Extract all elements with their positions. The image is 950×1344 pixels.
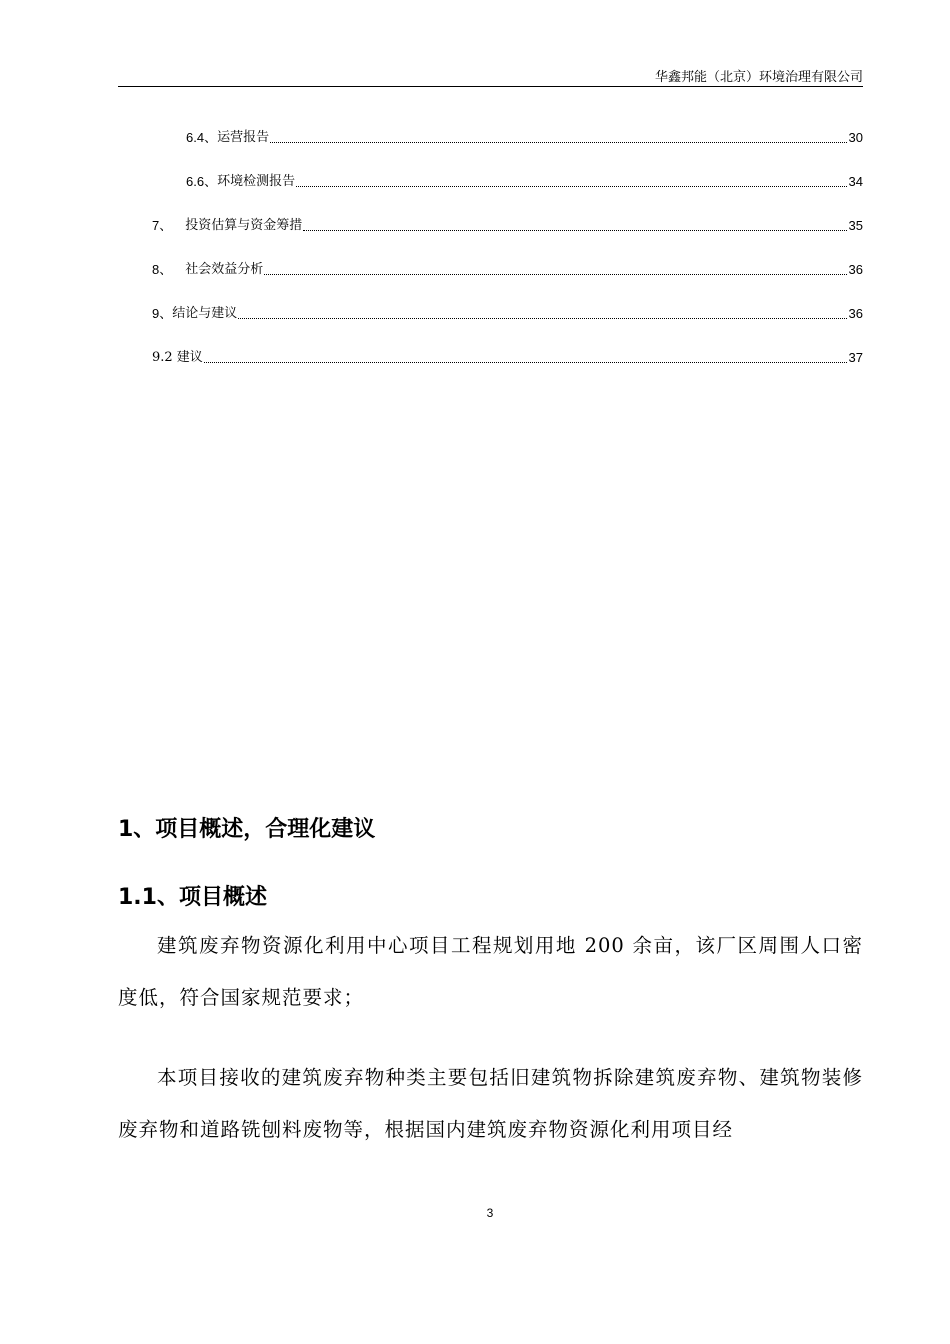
toc-entry-page: 34 [848,174,863,189]
toc-entry-title: 投资估算与资金筹措 [172,218,303,233]
toc-leader-dots [204,362,847,363]
toc-entry[interactable] [152,346,863,366]
toc-leader-dots [303,230,846,231]
body-paragraph: 建筑废弃物资源化利用中心项目工程规划用地 200 余亩，该厂区周围人口密度低，符合国家规范要求； [118,934,863,1009]
toc-entry[interactable] [186,126,863,146]
toc-leader-dots [296,186,846,187]
toc-entry-page: 35 [848,218,863,233]
page-header-company: 华鑫邦能（北京）环境治理有限公司 [654,70,863,85]
toc-entry-number: 6.4、 [186,130,218,145]
toc-entry-number: 8、 [152,262,173,277]
section-heading: 1、项目概述，合理化建议 [118,817,376,842]
toc-entry-title: 社会效益分析 [172,262,264,277]
toc-entry-page: 30 [848,130,863,145]
toc-leader-dots [270,142,846,143]
toc-entry-number: 6.6、 [186,174,218,189]
toc-entry-title: 运营报告 [217,130,270,145]
page-number: 3 [486,1206,494,1220]
toc-entry-title: 环境检测报告 [217,174,296,189]
toc-entry-page: 36 [848,306,863,321]
toc-leader-dots [264,274,846,275]
toc-leader-dots [238,318,846,319]
toc-entry[interactable] [152,258,863,278]
body-paragraph: 本项目接收的建筑废弃物种类主要包括旧建筑物拆除建筑废弃物、建筑物装修废弃物和道路铣刨料废物等，根据国内建筑废弃物资源化利用项目经 [118,1066,863,1141]
toc-entry-page: 37 [848,350,863,365]
toc-entry-title: 9.2 建议 [152,350,203,365]
toc-entry[interactable] [186,170,863,190]
toc-entry-number: 9、 [152,306,173,321]
subsection-heading: 1.1、项目概述 [118,885,267,910]
toc-entry-number: 7、 [152,218,173,233]
toc-entry-page: 36 [848,262,863,277]
toc-entry[interactable] [152,214,863,234]
toc-entry[interactable] [152,302,863,322]
header-divider [118,86,863,87]
toc-entry-title: 结论与建议 [172,306,238,321]
